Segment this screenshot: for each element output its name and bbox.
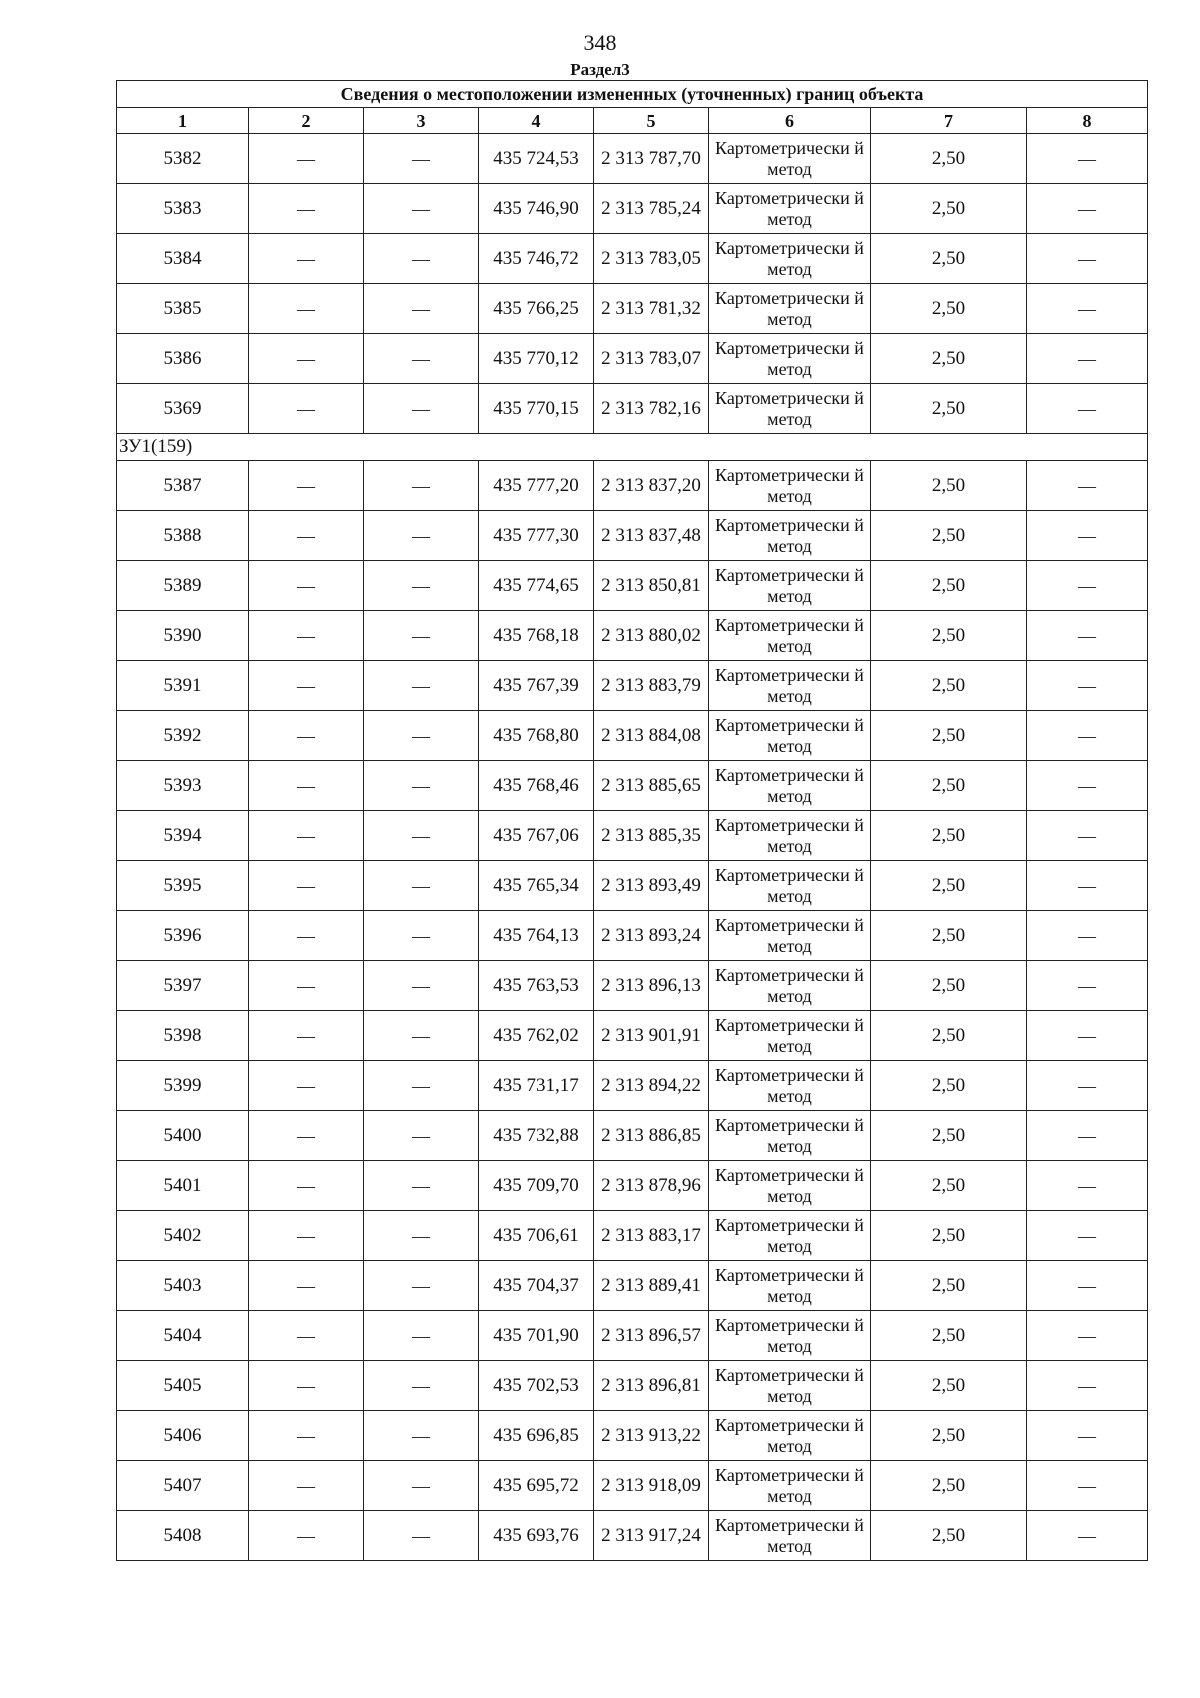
col2-cell: — (249, 334, 364, 384)
table-row (117, 911, 1148, 961)
col3-cell: — (364, 1011, 479, 1061)
table-row (117, 1311, 1148, 1361)
col3-cell: — (364, 384, 479, 434)
col8-cell: — (1027, 1361, 1148, 1411)
col3-cell: — (364, 1511, 479, 1561)
point-number-cell: 5389 (117, 561, 249, 611)
x-coordinate-cell: 435 746,90 (479, 184, 594, 234)
accuracy-cell: 2,50 (871, 1461, 1027, 1511)
section-title: Раздел3 (570, 60, 630, 79)
y-coordinate-cell: 2 313 893,24 (594, 911, 709, 961)
method-cell: Картометрически й метод (709, 1161, 871, 1211)
group-label-row (117, 434, 1148, 461)
col2-cell: — (249, 761, 364, 811)
table-row (117, 1011, 1148, 1061)
column-number: 4 (479, 108, 594, 134)
table-row (117, 961, 1148, 1011)
point-number-cell: 5387 (117, 461, 249, 511)
y-coordinate-cell: 2 313 837,20 (594, 461, 709, 511)
accuracy-cell: 2,50 (871, 1311, 1027, 1361)
table-row (117, 1511, 1148, 1561)
table-row (117, 1461, 1148, 1511)
column-number: 5 (594, 108, 709, 134)
col8-cell: — (1027, 611, 1148, 661)
col2-cell: — (249, 911, 364, 961)
point-number-cell: 5382 (117, 134, 249, 184)
accuracy-cell: 2,50 (871, 661, 1027, 711)
x-coordinate-cell: 435 777,20 (479, 461, 594, 511)
col2-cell: — (249, 1411, 364, 1461)
method-cell: Картометрически й метод (709, 1011, 871, 1061)
col2-cell: — (249, 1511, 364, 1561)
col2-cell: — (249, 561, 364, 611)
x-coordinate-cell: 435 724,53 (479, 134, 594, 184)
x-coordinate-cell: 435 768,46 (479, 761, 594, 811)
page-number: 348 (583, 30, 617, 55)
accuracy-cell: 2,50 (871, 811, 1027, 861)
table-body (117, 81, 1148, 1561)
table-row (117, 1111, 1148, 1161)
col8-cell: — (1027, 1411, 1148, 1461)
point-number-cell: 5386 (117, 334, 249, 384)
col2-cell: — (249, 284, 364, 334)
accuracy-cell: 2,50 (871, 561, 1027, 611)
table-row (117, 461, 1148, 511)
table-row (117, 1411, 1148, 1461)
y-coordinate-cell: 2 313 885,65 (594, 761, 709, 811)
col2-cell: — (249, 1211, 364, 1261)
y-coordinate-cell: 2 313 782,16 (594, 384, 709, 434)
col8-cell: — (1027, 184, 1148, 234)
table-row (117, 661, 1148, 711)
method-cell: Картометрически й метод (709, 234, 871, 284)
method-cell: Картометрически й метод (709, 711, 871, 761)
col2-cell: — (249, 611, 364, 661)
point-number-cell: 5408 (117, 1511, 249, 1561)
method-cell: Картометрически й метод (709, 184, 871, 234)
x-coordinate-cell: 435 774,65 (479, 561, 594, 611)
col8-cell: — (1027, 1261, 1148, 1311)
point-number-cell: 5402 (117, 1211, 249, 1261)
accuracy-cell: 2,50 (871, 184, 1027, 234)
col2-cell: — (249, 1111, 364, 1161)
method-cell: Картометрически й метод (709, 1061, 871, 1111)
col2-cell: — (249, 1311, 364, 1361)
x-coordinate-cell: 435 732,88 (479, 1111, 594, 1161)
table-row (117, 384, 1148, 434)
col8-cell: — (1027, 234, 1148, 284)
accuracy-cell: 2,50 (871, 384, 1027, 434)
y-coordinate-cell: 2 313 850,81 (594, 561, 709, 611)
accuracy-cell: 2,50 (871, 861, 1027, 911)
accuracy-cell: 2,50 (871, 461, 1027, 511)
col8-cell: — (1027, 461, 1148, 511)
y-coordinate-cell: 2 313 781,32 (594, 284, 709, 334)
accuracy-cell: 2,50 (871, 334, 1027, 384)
method-cell: Картометрически й метод (709, 334, 871, 384)
column-number: 2 (249, 108, 364, 134)
col3-cell: — (364, 611, 479, 661)
point-number-cell: 5398 (117, 1011, 249, 1061)
point-number-cell: 5383 (117, 184, 249, 234)
col8-cell: — (1027, 911, 1148, 961)
col2-cell: — (249, 1361, 364, 1411)
accuracy-cell: 2,50 (871, 1411, 1027, 1461)
point-number-cell: 5404 (117, 1311, 249, 1361)
point-number-cell: 5384 (117, 234, 249, 284)
column-number-row (117, 108, 1148, 134)
accuracy-cell: 2,50 (871, 1061, 1027, 1111)
col8-cell: — (1027, 1111, 1148, 1161)
accuracy-cell: 2,50 (871, 911, 1027, 961)
col8-cell: — (1027, 961, 1148, 1011)
column-number: 8 (1027, 108, 1148, 134)
col3-cell: — (364, 711, 479, 761)
y-coordinate-cell: 2 313 894,22 (594, 1061, 709, 1111)
col8-cell: — (1027, 384, 1148, 434)
col2-cell: — (249, 234, 364, 284)
point-number-cell: 5395 (117, 861, 249, 911)
col3-cell: — (364, 1261, 479, 1311)
y-coordinate-cell: 2 313 885,35 (594, 811, 709, 861)
accuracy-cell: 2,50 (871, 761, 1027, 811)
method-cell: Картометрически й метод (709, 284, 871, 334)
y-coordinate-cell: 2 313 918,09 (594, 1461, 709, 1511)
col3-cell: — (364, 811, 479, 861)
point-number-cell: 5403 (117, 1261, 249, 1311)
accuracy-cell: 2,50 (871, 234, 1027, 284)
point-number-cell: 5394 (117, 811, 249, 861)
x-coordinate-cell: 435 693,76 (479, 1511, 594, 1561)
table-caption: Сведения о местоположении измененных (уточненных) границ объекта (117, 81, 1148, 108)
point-number-cell: 5392 (117, 711, 249, 761)
x-coordinate-cell: 435 770,15 (479, 384, 594, 434)
method-cell: Картометрически й метод (709, 1461, 871, 1511)
table-row (117, 711, 1148, 761)
col2-cell: — (249, 711, 364, 761)
column-number: 1 (117, 108, 249, 134)
y-coordinate-cell: 2 313 917,24 (594, 1511, 709, 1561)
col8-cell: — (1027, 811, 1148, 861)
col3-cell: — (364, 234, 479, 284)
accuracy-cell: 2,50 (871, 611, 1027, 661)
col2-cell: — (249, 134, 364, 184)
accuracy-cell: 2,50 (871, 711, 1027, 761)
col3-cell: — (364, 284, 479, 334)
x-coordinate-cell: 435 768,80 (479, 711, 594, 761)
method-cell: Картометрически й метод (709, 1511, 871, 1561)
x-coordinate-cell: 435 696,85 (479, 1411, 594, 1461)
col3-cell: — (364, 134, 479, 184)
col8-cell: — (1027, 134, 1148, 184)
accuracy-cell: 2,50 (871, 1261, 1027, 1311)
x-coordinate-cell: 435 767,39 (479, 661, 594, 711)
accuracy-cell: 2,50 (871, 1211, 1027, 1261)
col3-cell: — (364, 461, 479, 511)
x-coordinate-cell: 435 709,70 (479, 1161, 594, 1211)
col2-cell: — (249, 861, 364, 911)
col2-cell: — (249, 811, 364, 861)
y-coordinate-cell: 2 313 901,91 (594, 1011, 709, 1061)
y-coordinate-cell: 2 313 896,13 (594, 961, 709, 1011)
table-row (117, 134, 1148, 184)
point-number-cell: 5390 (117, 611, 249, 661)
y-coordinate-cell: 2 313 896,81 (594, 1361, 709, 1411)
y-coordinate-cell: 2 313 837,48 (594, 511, 709, 561)
y-coordinate-cell: 2 313 896,57 (594, 1311, 709, 1361)
col8-cell: — (1027, 1161, 1148, 1211)
col3-cell: — (364, 911, 479, 961)
method-cell: Картометрически й метод (709, 1311, 871, 1361)
point-number-cell: 5401 (117, 1161, 249, 1211)
y-coordinate-cell: 2 313 913,22 (594, 1411, 709, 1461)
accuracy-cell: 2,50 (871, 511, 1027, 561)
table-caption-row (117, 81, 1148, 108)
accuracy-cell: 2,50 (871, 1011, 1027, 1061)
col8-cell: — (1027, 1461, 1148, 1511)
point-number-cell: 5388 (117, 511, 249, 561)
point-number-cell: 5397 (117, 961, 249, 1011)
col3-cell: — (364, 184, 479, 234)
col8-cell: — (1027, 711, 1148, 761)
col3-cell: — (364, 761, 479, 811)
x-coordinate-cell: 435 767,06 (479, 811, 594, 861)
method-cell: Картометрически й метод (709, 661, 871, 711)
col2-cell: — (249, 184, 364, 234)
x-coordinate-cell: 435 701,90 (479, 1311, 594, 1361)
method-cell: Картометрически й метод (709, 561, 871, 611)
method-cell: Картометрически й метод (709, 384, 871, 434)
y-coordinate-cell: 2 313 893,49 (594, 861, 709, 911)
col3-cell: — (364, 1111, 479, 1161)
table-row (117, 284, 1148, 334)
col3-cell: — (364, 1411, 479, 1461)
table-row (117, 1261, 1148, 1311)
col2-cell: — (249, 511, 364, 561)
y-coordinate-cell: 2 313 883,79 (594, 661, 709, 711)
y-coordinate-cell: 2 313 878,96 (594, 1161, 709, 1211)
point-number-cell: 5400 (117, 1111, 249, 1161)
col3-cell: — (364, 561, 479, 611)
method-cell: Картометрически й метод (709, 1361, 871, 1411)
point-number-cell: 5393 (117, 761, 249, 811)
col8-cell: — (1027, 661, 1148, 711)
col3-cell: — (364, 1461, 479, 1511)
y-coordinate-cell: 2 313 883,17 (594, 1211, 709, 1261)
group-label: ЗУ1(159) (117, 434, 1148, 461)
x-coordinate-cell: 435 706,61 (479, 1211, 594, 1261)
x-coordinate-cell: 435 704,37 (479, 1261, 594, 1311)
col2-cell: — (249, 1011, 364, 1061)
table-row (117, 1361, 1148, 1411)
column-number: 7 (871, 108, 1027, 134)
x-coordinate-cell: 435 764,13 (479, 911, 594, 961)
col3-cell: — (364, 1361, 479, 1411)
x-coordinate-cell: 435 746,72 (479, 234, 594, 284)
col2-cell: — (249, 1061, 364, 1111)
x-coordinate-cell: 435 765,34 (479, 861, 594, 911)
x-coordinate-cell: 435 762,02 (479, 1011, 594, 1061)
method-cell: Картометрически й метод (709, 1111, 871, 1161)
table-row (117, 234, 1148, 284)
col3-cell: — (364, 961, 479, 1011)
col3-cell: — (364, 1061, 479, 1111)
accuracy-cell: 2,50 (871, 1511, 1027, 1561)
method-cell: Картометрически й метод (709, 1211, 871, 1261)
col8-cell: — (1027, 1511, 1148, 1561)
table-row (117, 761, 1148, 811)
col8-cell: — (1027, 861, 1148, 911)
col8-cell: — (1027, 561, 1148, 611)
method-cell: Картометрически й метод (709, 811, 871, 861)
col3-cell: — (364, 1161, 479, 1211)
point-number-cell: 5399 (117, 1061, 249, 1111)
table-row (117, 861, 1148, 911)
method-cell: Картометрически й метод (709, 611, 871, 661)
table-row (117, 611, 1148, 661)
x-coordinate-cell: 435 777,30 (479, 511, 594, 561)
y-coordinate-cell: 2 313 785,24 (594, 184, 709, 234)
method-cell: Картометрически й метод (709, 134, 871, 184)
y-coordinate-cell: 2 313 889,41 (594, 1261, 709, 1311)
table-row (117, 1061, 1148, 1111)
method-cell: Картометрически й метод (709, 461, 871, 511)
col8-cell: — (1027, 1011, 1148, 1061)
method-cell: Картометрически й метод (709, 511, 871, 561)
col2-cell: — (249, 384, 364, 434)
method-cell: Картометрически й метод (709, 861, 871, 911)
col2-cell: — (249, 661, 364, 711)
col8-cell: — (1027, 511, 1148, 561)
col8-cell: — (1027, 1311, 1148, 1361)
point-number-cell: 5396 (117, 911, 249, 961)
col8-cell: — (1027, 1211, 1148, 1261)
accuracy-cell: 2,50 (871, 1161, 1027, 1211)
x-coordinate-cell: 435 763,53 (479, 961, 594, 1011)
x-coordinate-cell: 435 766,25 (479, 284, 594, 334)
accuracy-cell: 2,50 (871, 134, 1027, 184)
col3-cell: — (364, 1311, 479, 1361)
x-coordinate-cell: 435 731,17 (479, 1061, 594, 1111)
boundary-table (116, 80, 1148, 1561)
table-row (117, 511, 1148, 561)
table-row (117, 561, 1148, 611)
column-number: 3 (364, 108, 479, 134)
col3-cell: — (364, 511, 479, 561)
accuracy-cell: 2,50 (871, 961, 1027, 1011)
col2-cell: — (249, 461, 364, 511)
x-coordinate-cell: 435 770,12 (479, 334, 594, 384)
col3-cell: — (364, 861, 479, 911)
col8-cell: — (1027, 284, 1148, 334)
col2-cell: — (249, 1261, 364, 1311)
method-cell: Картометрически й метод (709, 761, 871, 811)
column-number: 6 (709, 108, 871, 134)
accuracy-cell: 2,50 (871, 1361, 1027, 1411)
method-cell: Картометрически й метод (709, 961, 871, 1011)
table-row (117, 184, 1148, 234)
table-row (117, 1211, 1148, 1261)
col8-cell: — (1027, 1061, 1148, 1111)
point-number-cell: 5406 (117, 1411, 249, 1461)
accuracy-cell: 2,50 (871, 1111, 1027, 1161)
col8-cell: — (1027, 334, 1148, 384)
table-row (117, 811, 1148, 861)
col3-cell: — (364, 661, 479, 711)
col2-cell: — (249, 1461, 364, 1511)
point-number-cell: 5369 (117, 384, 249, 434)
point-number-cell: 5391 (117, 661, 249, 711)
col3-cell: — (364, 334, 479, 384)
col3-cell: — (364, 1211, 479, 1261)
y-coordinate-cell: 2 313 783,05 (594, 234, 709, 284)
method-cell: Картометрически й метод (709, 1411, 871, 1461)
accuracy-cell: 2,50 (871, 284, 1027, 334)
col2-cell: — (249, 961, 364, 1011)
y-coordinate-cell: 2 313 880,02 (594, 611, 709, 661)
x-coordinate-cell: 435 695,72 (479, 1461, 594, 1511)
method-cell: Картометрически й метод (709, 1261, 871, 1311)
y-coordinate-cell: 2 313 884,08 (594, 711, 709, 761)
y-coordinate-cell: 2 313 787,70 (594, 134, 709, 184)
x-coordinate-cell: 435 702,53 (479, 1361, 594, 1411)
y-coordinate-cell: 2 313 886,85 (594, 1111, 709, 1161)
x-coordinate-cell: 435 768,18 (479, 611, 594, 661)
point-number-cell: 5405 (117, 1361, 249, 1411)
point-number-cell: 5385 (117, 284, 249, 334)
y-coordinate-cell: 2 313 783,07 (594, 334, 709, 384)
table-row (117, 1161, 1148, 1211)
point-number-cell: 5407 (117, 1461, 249, 1511)
boundary-table-container (116, 80, 1147, 1561)
method-cell: Картометрически й метод (709, 911, 871, 961)
col8-cell: — (1027, 761, 1148, 811)
table-row (117, 334, 1148, 384)
col2-cell: — (249, 1161, 364, 1211)
